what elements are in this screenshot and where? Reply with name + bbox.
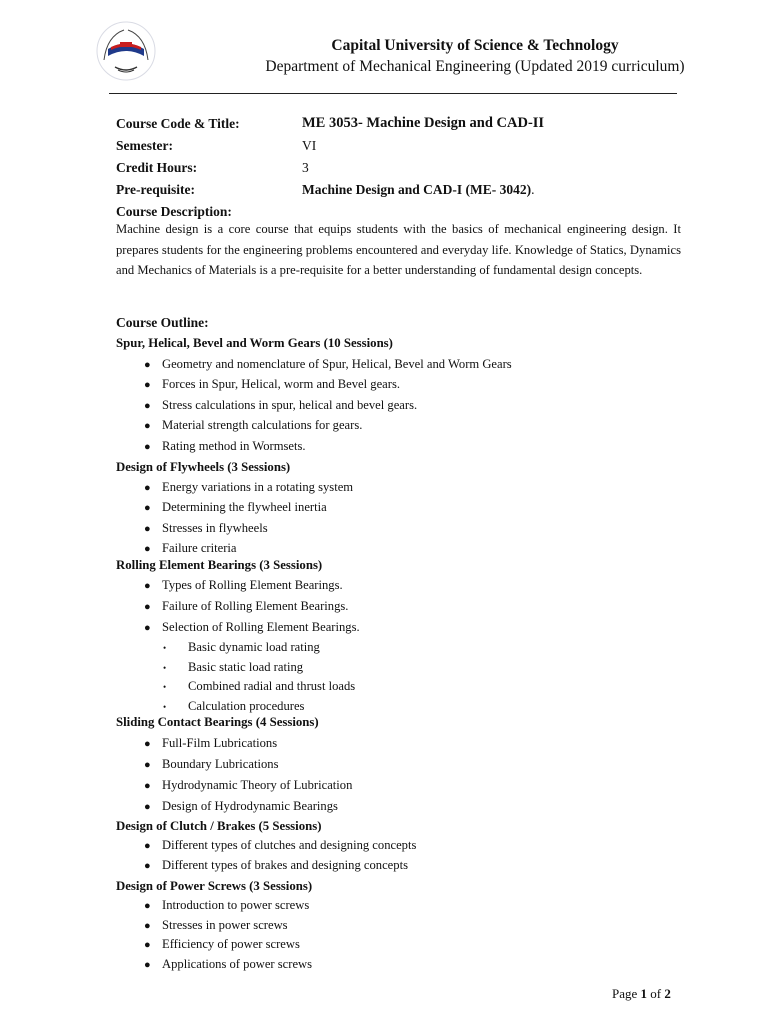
bullet-icon: ● [144,601,151,613]
bullet-icon: ● [144,801,151,813]
bullet-icon: ● [144,622,151,634]
semester-value: VI [302,138,317,153]
course-description-text: Machine design is a core course that equips students with the basics of mechanical engineering design. It prepares students for the engineering problems encountered and everyday life. Knowledge of Statics, Dynamics and Mechanics of Materials is a pre-requisite for a better understanding of fundamental design concepts. [116,222,681,278]
bullet-icon: ● [144,523,151,535]
bullet-icon: ● [144,420,151,432]
list-item: ● Types of Rolling Element Bearings. [144,578,343,592]
list-item: ● Stresses in flywheels [144,521,268,535]
bullet-icon: ● [144,359,151,371]
list-item: ● Boundary Lubrications [144,757,279,771]
section-title: Sliding Contact Bearings (4 Sessions) [116,715,319,729]
university-seal-icon [95,20,157,82]
section-title: Design of Clutch / Brakes (5 Sessions) [116,819,322,833]
section-title: Design of Flywheels (3 Sessions) [116,460,291,474]
list-item: ● Rating method in Wormsets. [144,439,306,453]
list-item: ● Different types of brakes and designing concepts [144,858,408,872]
department-title: Department of Mechanical Engineering (Updated 2019 curriculum) [265,58,685,75]
course-outline-heading: Course Outline: [116,315,209,330]
bullet-icon: ● [144,860,151,872]
list-item: ● Failure of Rolling Element Bearings. [144,599,349,613]
list-item: ● Full-Film Lubrications [144,736,278,750]
list-item: ● Introduction to power screws [144,898,310,912]
list-item: ● Different types of clutches and designing concepts [144,838,417,852]
course-description-heading: Course Description: [116,204,232,219]
bullet-icon: ● [144,959,151,971]
small-bullet-icon: • [163,643,167,653]
bullet-icon: ● [144,482,151,494]
sub-list-item: • Basic static load rating [163,660,304,674]
course-code-label: Course Code & Title: [116,116,240,131]
bullet-icon: ● [144,900,151,912]
credit-hours-label: Credit Hours: [116,160,198,175]
bullet-icon: ● [144,738,151,750]
section-title: Design of Power Screws (3 Sessions) [116,879,313,893]
bullet-icon: ● [144,759,151,771]
bullet-icon: ● [144,441,151,453]
prerequisite-label: Pre-requisite: [116,182,195,197]
page-number: Page 1 of 2 [612,986,671,1001]
small-bullet-icon: • [163,663,167,673]
semester-label: Semester: [116,138,173,153]
section-title: Spur, Helical, Bevel and Worm Gears (10 Sessions) [116,336,393,350]
university-title: Capital University of Science & Technology [331,37,619,54]
bullet-icon: ● [144,780,151,792]
prerequisite-value-wrap [302,182,535,198]
bullet-icon: ● [144,840,151,852]
bullet-icon: ● [144,379,151,391]
list-item: ● Material strength calculations for gears. [144,418,363,432]
list-item: ● Efficiency of power screws [144,937,300,951]
list-item: ● Energy variations in a rotating system [144,480,354,494]
sub-list-item: • Calculation procedures [163,699,305,713]
prerequisite-value: Machine Design and CAD-I (ME- 3042) [302,182,532,197]
bullet-icon: ● [144,400,151,412]
bullet-icon: ● [144,580,151,592]
small-bullet-icon: • [163,682,167,692]
bullet-icon: ● [144,920,151,932]
section-title: Rolling Element Bearings (3 Sessions) [116,558,323,572]
list-item: ● Stress calculations in spur, helical and bevel gears. [144,398,418,412]
bullet-icon: ● [144,543,151,555]
list-item: ● Forces in Spur, Helical, worm and Bevel gears. [144,377,401,391]
list-item: ● Applications of power screws [144,957,313,971]
header-divider [109,93,677,94]
list-item: ● Geometry and nomenclature of Spur, Helical, Bevel and Worm Gears [144,357,512,371]
sub-list-item: • Basic dynamic load rating [163,640,320,654]
list-item: ● Selection of Rolling Element Bearings. [144,620,360,634]
prerequisite-period: . [531,182,535,197]
list-item: ● Stresses in power screws [144,918,288,932]
list-item: ● Design of Hydrodynamic Bearings [144,799,338,813]
course-code-value: ME 3053- Machine Design and CAD-II [302,115,545,131]
sub-list-item: • Combined radial and thrust loads [163,679,356,693]
bullet-icon: ● [144,939,151,951]
credit-hours-value: 3 [302,160,309,175]
list-item: ● Failure criteria [144,541,237,555]
list-item: ● Determining the flywheel inertia [144,500,327,514]
bullet-icon: ● [144,502,151,514]
small-bullet-icon: • [163,702,167,712]
list-item: ● Hydrodynamic Theory of Lubrication [144,778,353,792]
